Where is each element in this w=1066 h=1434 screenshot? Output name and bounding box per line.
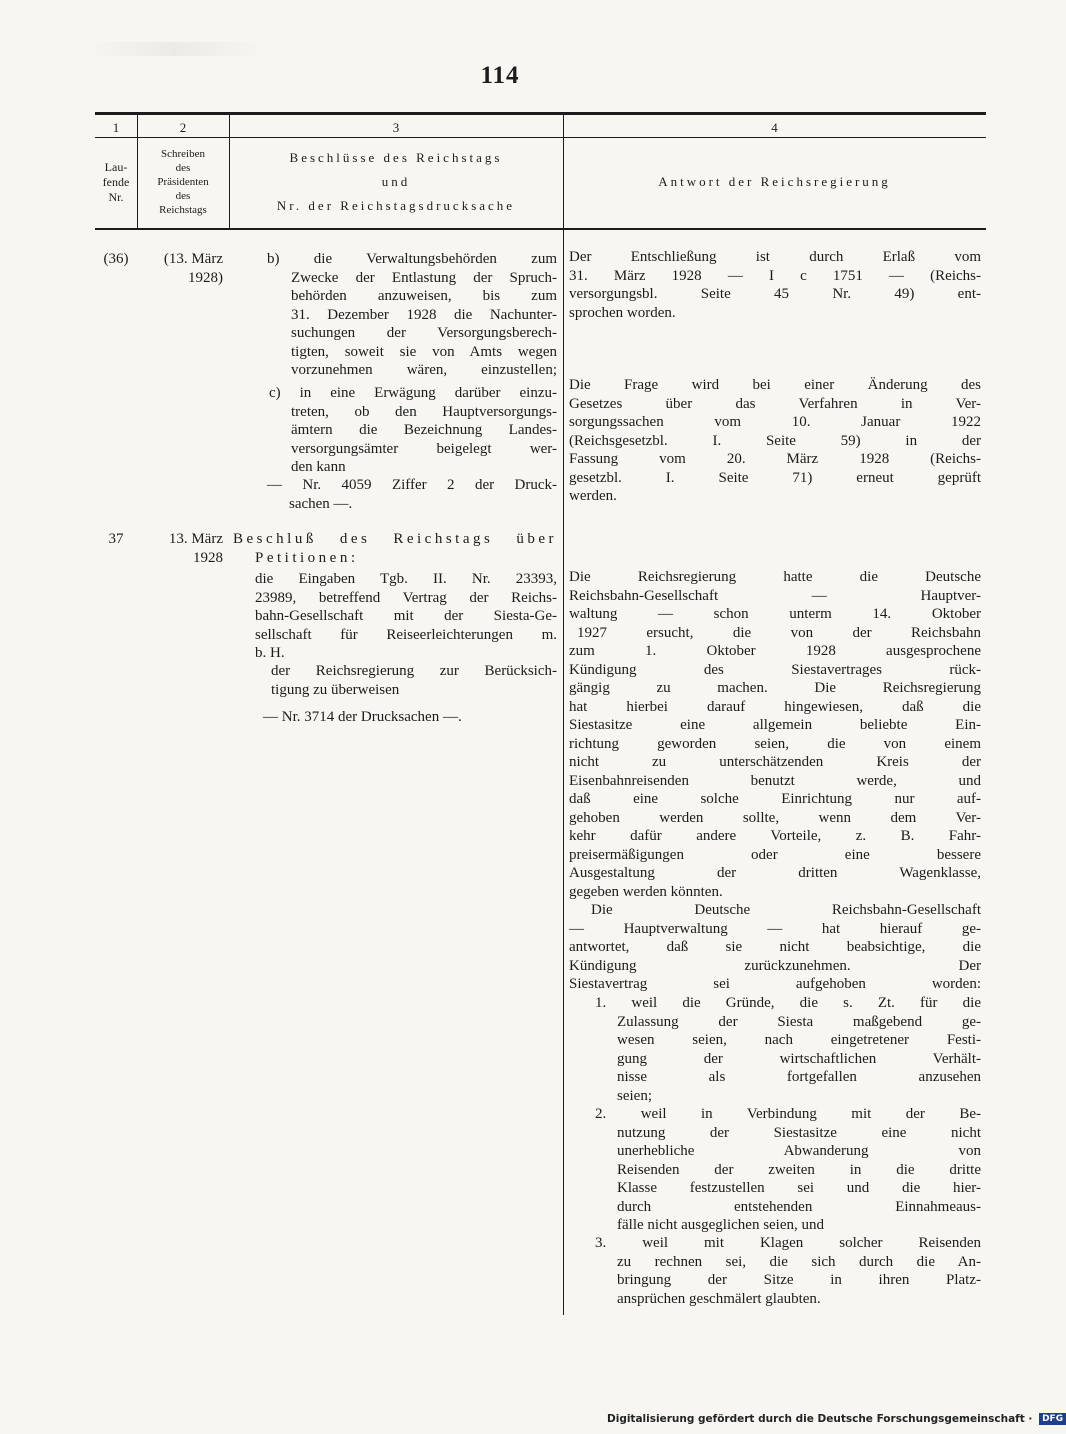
column-divider-3 xyxy=(563,115,564,1315)
row-37-number: 37 xyxy=(108,531,124,547)
row-36-answer-b: Der Entschließung ist durch Erlaß vom 31. März 1928 — I c 1751 — (Reichs- versorgungsbl. Seite 45 Nr. 49) ent- sprochen worden. xyxy=(569,249,981,321)
row-37-answer-item-1: 1. weil die Gründe, die s. Zt. für die Zulassung der Siesta maßgebend ge- wesen seien, nach eingetretener Festi- gung der wirtschaftlichen Verhält- nisse als fortgefallen anzusehen seien; xyxy=(595,995,981,1104)
row-37-answer-paragraph-2: Die Deutsche Reichsbahn-Gesellschaft — Hauptverwaltung — hat hierauf ge- antwortet, daß sie nicht beabsichtige, die Kündigung zurückzunehmen. Der Siestavertrag sei aufgehoben worden: xyxy=(569,902,981,992)
row-36-date: (13. März 1928) xyxy=(163,251,223,286)
row-37-reference: — Nr. 3714 der Drucksachen —. xyxy=(263,709,462,725)
row-37-answer-paragraph-1: Die Reichsregierung hatte die Deutsche Reichsbahn-Gesellschaft — Hauptver- waltung — schon unterm 14. Oktober 1927 ersucht, die von der Reichsbahn zum 1. Oktober 1928 ausgesprochene Kündigung des Siestavertrages rück- gängig zu machen. Die Reichsregierung hat hierbei darauf hingewiesen, daß die Siestasitze eine allgemein beliebte Ein- richtung geworden seien, die von einem nicht zu unterschätzenden Kreis der Eisenbahnreisenden benutzt werde, und daß eine solche Einrichtung nur auf- gehoben werden sollte, wenn dem Ver- kehr dafür andere Vorteile, z. B. Fahr- preisermäßigungen oder eine bessere Ausgestaltung der dritten Wagenklasse, gegeben werden könnten. xyxy=(569,569,981,900)
header-serial-number: Lau- fende Nr. xyxy=(102,159,130,204)
scan-artifact xyxy=(85,42,265,56)
row-37-answer-item-2: 2. weil in Verbindung mit der Be- nutzung der Siestasitze eine nicht unerhebliche Abwanderung von Reisenden der zweiten in die dritte Klasse festzustellen sei und die hier- durch entstehenden Einnahmeaus- fälle nicht ausgeglichen seien, und xyxy=(595,1106,981,1233)
column-number-3: 3 xyxy=(392,120,400,135)
row-37-resolution-text2: der Reichsregierung zur Berücksich- tigung zu überweisen xyxy=(271,663,557,698)
row-37-resolution-text: die Eingaben Tgb. II. Nr. 23393, 23989, betreffend Vertrag der Reichs- bahn-Gesellschaft mit der Siesta-Ge- sellschaft für Reiseerleichterungen m. b. H. xyxy=(255,571,557,661)
header-president-letter: Schreiben des Präsidenten des Reichstags xyxy=(157,148,209,216)
digitization-footer xyxy=(607,1413,1066,1425)
column-number-2: 2 xyxy=(179,120,187,135)
row-37-resolution-title: Beschluß des Reichstags über Petitionen: xyxy=(233,531,557,566)
row-36-reference: — Nr. 4059 Ziffer 2 der Druck- sachen —. xyxy=(267,477,557,512)
column-number-4: 4 xyxy=(771,120,778,135)
header-resolutions: Beschlüsse des Reichstags und Nr. der Reichstagsdrucksache xyxy=(276,150,516,213)
column-number-1: 1 xyxy=(112,120,120,135)
page-number: 114 xyxy=(480,62,520,89)
header-bottom-rule xyxy=(95,228,986,230)
row-37-date: 13. März 1928 xyxy=(168,531,223,566)
dfg-logo-icon: DFG xyxy=(1039,1413,1066,1425)
document-table xyxy=(95,112,986,1312)
row-36-resolution-c: c) in eine Erwägung darüber einzu- treten, ob den Hauptversorgungs- ämtern die Bezeichnung Landes- versorgungsämter beigelegt wer- den kann xyxy=(269,385,557,475)
footer-text: Digitalisierung gefördert durch die Deutsche Forschungsgemeinschaft · xyxy=(607,1413,1033,1425)
row-37-answer-item-3: 3. weil mit Klagen solcher Reisenden zu rechnen sei, die sich durch die An- bringung der Sitze in ihren Platz- ansprüchen geschmälert glaubten. xyxy=(595,1235,981,1307)
row-36-resolution-b: b) die Verwaltungsbehörden zum Zwecke der Entlastung der Spruch- behörden anzuweisen, bis zum 31. Dezember 1928 die Nachunter- suchungen der Versorgungsberech- tigten, soweit sie von Amts wegen vorzunehmen wären, einzustellen; xyxy=(267,251,557,378)
header-government-answer: Antwort der Reichsregierung xyxy=(658,174,891,189)
row-36-number: (36) xyxy=(103,251,129,267)
row-36-answer-c: Die Frage wird bei einer Änderung des Gesetzes über das Verfahren in Ver- sorgungssachen vom 10. Januar 1922 (Reichsgesetzbl. I. Seite 59) in der Fassung vom 20. März 1928 (Reichs- gesetzbl. I. Seite 71) erneut geprüft werden. xyxy=(569,377,981,504)
